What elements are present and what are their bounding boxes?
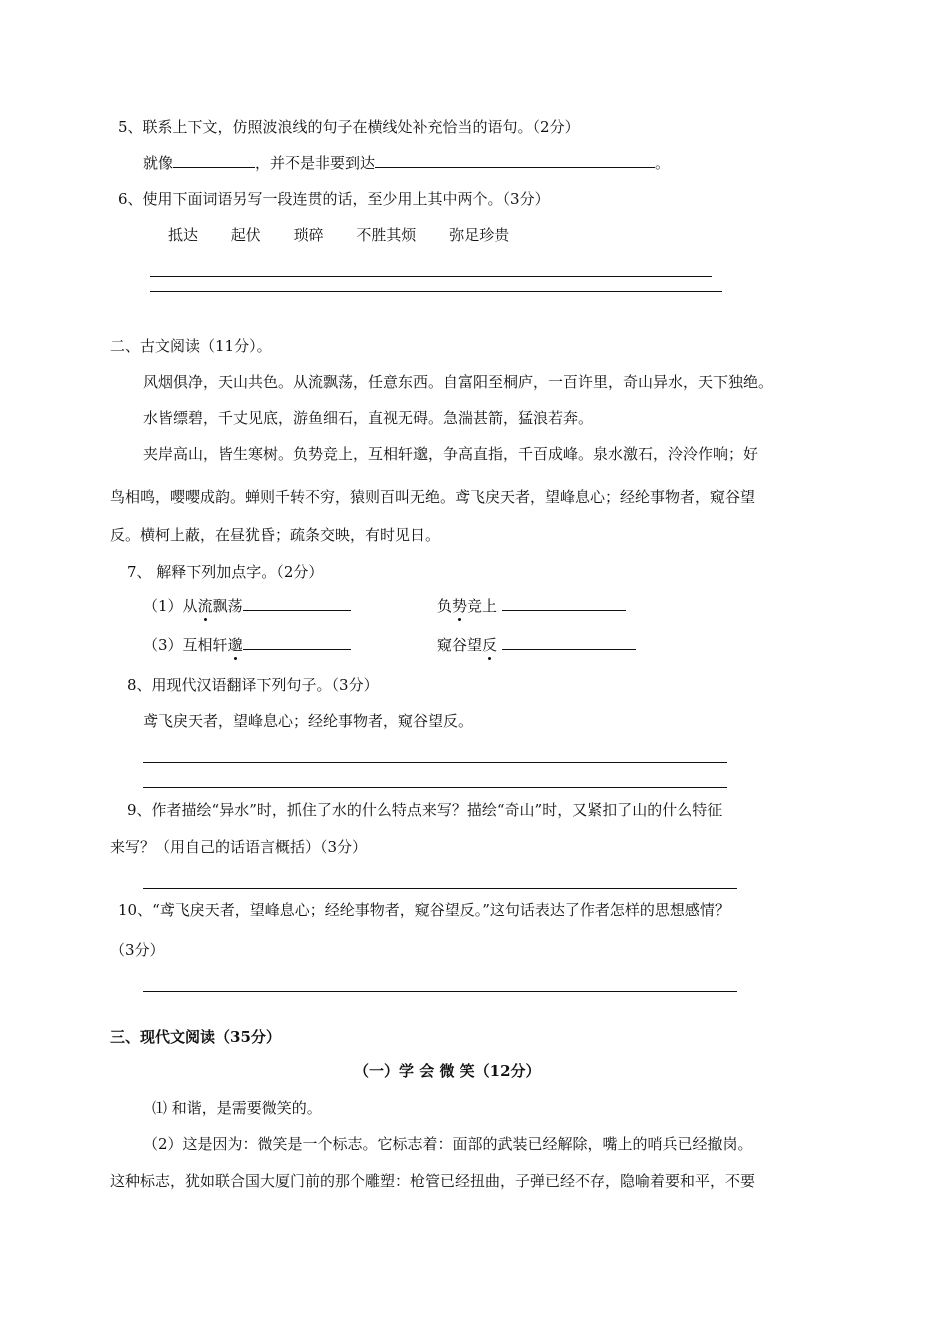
q7-blank-1[interactable] — [243, 596, 351, 611]
q7-blank-4[interactable] — [502, 635, 636, 650]
q8-answer-line-2[interactable] — [143, 787, 727, 788]
q9-answer-line[interactable] — [143, 888, 737, 889]
passage-line: 水皆缥碧，千丈见底，游鱼细石，直视无碍。急湍甚箭，猛浪若奔。 — [143, 409, 594, 427]
section3-heading: 三、现代文阅读（35分） — [110, 1028, 281, 1046]
q7-item-1 — [143, 596, 351, 616]
section2-heading: 二、古文阅读（11分）。 — [110, 337, 272, 355]
q7-item-number: （1） — [143, 597, 183, 615]
q7-item-text: 竞上 — [467, 597, 498, 615]
passage-line: 夹岸高山，皆生寒树。负势竞上，互相轩邈，争高直指，千百成峰。泉水激石，泠泠作响；好 — [143, 445, 759, 463]
modern-paragraph: （2）这是因为：微笑是一个标志。它标志着：面部的武装已经解除，嘴上的哨兵已经撤岗。 — [143, 1135, 753, 1153]
q7-item-text: 互相轩 — [182, 636, 228, 654]
q7-dotted-char: 流 — [197, 597, 213, 615]
q6-title: 6、使用下面词语另写一段连贯的话，至少用上其中两个。（3分） — [118, 190, 550, 208]
q7-dotted-char: 邈 — [227, 636, 243, 654]
q5-prefix: 就像 — [143, 154, 174, 172]
q5-answer-line — [143, 153, 670, 173]
q6-word: 琐碎 — [293, 226, 324, 244]
q7-item-text: 窥谷望 — [437, 636, 483, 654]
q10-line-2: （3分） — [110, 941, 165, 959]
q8-answer-line-1[interactable] — [143, 762, 727, 763]
q7-item-3 — [143, 635, 351, 655]
q7-blank-3[interactable] — [243, 635, 351, 650]
modern-paragraph: ⑴ 和谐，是需要微笑的。 — [152, 1099, 322, 1117]
q5-mid: ，并不是非要到达 — [255, 154, 376, 172]
q9-line-1: 9、作者描绘“异水”时，抓住了水的什么特点来写？描绘“奇山”时，又紧扣了山的什么特征 — [127, 801, 723, 819]
q5-blank-2[interactable] — [375, 153, 655, 168]
q6-word-list — [168, 225, 537, 245]
q6-word: 抵达 — [168, 226, 199, 244]
q7-dotted-char: 反 — [482, 636, 498, 654]
q6-word: 不胜其烦 — [356, 226, 417, 244]
q7-item-number: （3） — [143, 636, 183, 654]
q7-title: 7、 解释下列加点字。（2分） — [127, 563, 324, 581]
q7-dotted-char: 势 — [452, 597, 468, 615]
q8-title: 8、用现代汉语翻译下列句子。（3分） — [127, 676, 379, 694]
q5-blank-1[interactable] — [173, 153, 255, 168]
modern-paragraph: 这种标志，犹如联合国大厦门前的那个雕塑：枪管已经扭曲，子弹已经不存，隐喻着要和平，不要 — [110, 1172, 756, 1190]
q9-line-2: 来写？（用自己的话语言概括）（3分） — [110, 838, 368, 856]
passage-line: 鸟相鸣，嘤嘤成韵。蝉则千转不穷，猿则百叫无绝。鸢飞戾天者，望峰息心；经纶事物者，窥谷望 — [110, 488, 756, 506]
q7-item-2 — [437, 596, 626, 616]
q10-answer-line[interactable] — [143, 991, 737, 992]
q7-item-text: 飘荡 — [212, 597, 243, 615]
passage-line: 风烟俱净，天山共色。从流飘荡，任意东西。自富阳至桐庐，一百许里，奇山异水，天下独绝。 — [143, 373, 774, 391]
q6-answer-line-2[interactable] — [150, 291, 722, 292]
q7-item-text: 负 — [437, 597, 453, 615]
q8-sentence: 鸢飞戾天者，望峰息心；经纶事物者，窥谷望反。 — [143, 712, 474, 730]
q6-word: 弥足珍贵 — [449, 226, 510, 244]
passage-line: 反。横柯上蔽，在昼犹昏；疏条交映，有时见日。 — [110, 526, 441, 544]
q6-word: 起伏 — [230, 226, 261, 244]
q6-answer-line-1[interactable] — [150, 276, 712, 277]
section3-subheading: （一）学 会 微 笑（12分） — [354, 1062, 541, 1080]
q10-line-1: 10、“鸢飞戾天者，望峰息心；经纶事物者，窥谷望反。”这句话表达了作者怎样的思想感情？ — [118, 901, 730, 919]
q7-item-text: 从 — [182, 597, 198, 615]
q7-item-4 — [437, 635, 636, 655]
q7-blank-2[interactable] — [502, 596, 626, 611]
q5-title: 5、联系上下文，仿照波浪线的句子在横线处补充恰当的语句。（2分） — [118, 118, 580, 136]
q5-end: 。 — [655, 154, 671, 172]
